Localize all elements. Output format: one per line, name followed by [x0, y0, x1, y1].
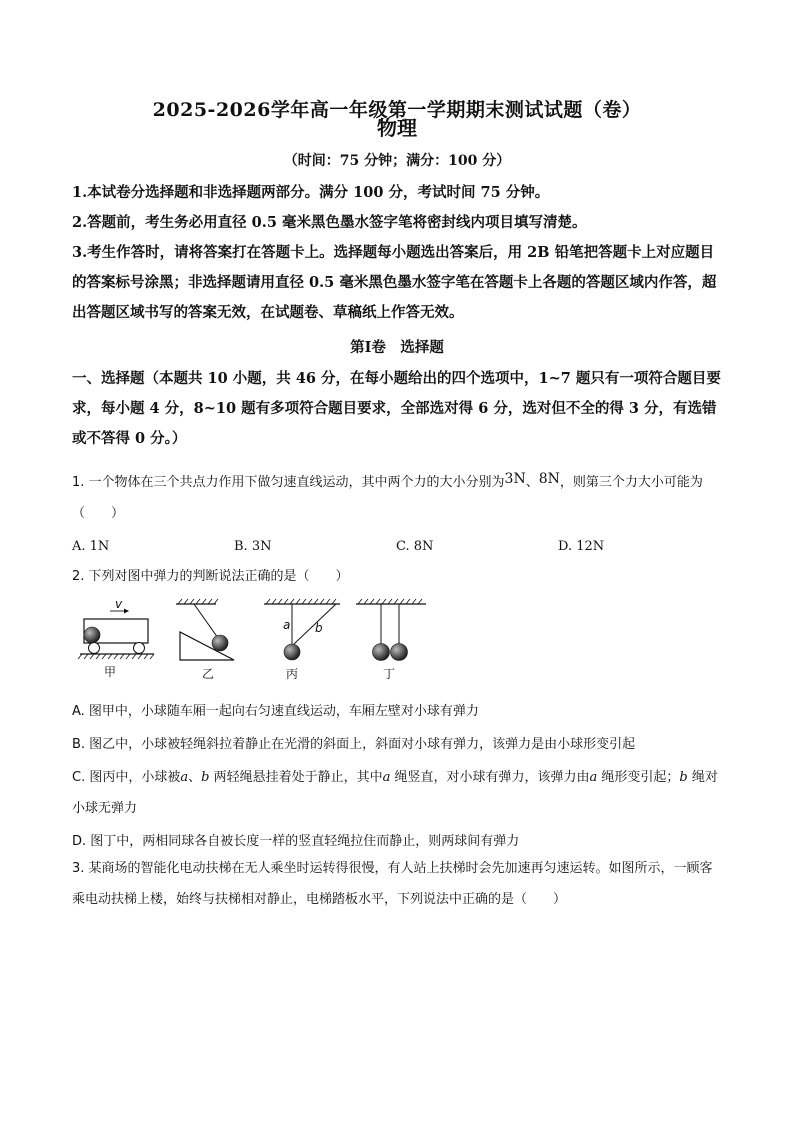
- q2-option-c[interactable]: [72, 762, 722, 824]
- figure-jia: [78, 597, 154, 679]
- section-intro: 一、选择题（本题共 10 小题，共 46 分，在每小题给出的四个选项中，1~7 题只有一项符合题目要求，每小题 4 分，8~10 题有多项符合题目要求，全部选对得 6 分，选对但不全的得 3 分，有选错或不答得 0 分。）: [72, 370, 721, 447]
- q1-option-a[interactable]: A. 1N: [72, 539, 110, 554]
- question-2-stem: 2. 下列对图中弹力的判断说法正确的是（ ）: [72, 569, 349, 584]
- figures-svg: [72, 598, 432, 682]
- q2-option-a[interactable]: A. 图甲中，小球随车厢一起向右匀速直线运动，车厢左壁对小球有弹力: [72, 704, 479, 719]
- q1-stem-part-a: 1. 一个物体在三个共点力作用下做匀速直线运动，其中两个力的大小分别为: [72, 475, 505, 490]
- q2-option-d[interactable]: D. 图丁中，两相同球各自被长度一样的竖直轻绳拉住而静止，则两球间有弹力: [72, 834, 520, 849]
- q2-c-text-5: 绳形变引起；: [597, 770, 680, 785]
- question-1: [72, 464, 722, 562]
- question-1-options: [72, 531, 722, 562]
- q1-option-d[interactable]: D. 12N: [558, 539, 605, 554]
- figure-jia-label: 甲: [104, 665, 117, 679]
- section-heading: 第Ⅰ卷 选择题: [350, 339, 444, 356]
- q2-c-rope-a: a: [180, 770, 189, 785]
- question-2-figures: [72, 598, 432, 682]
- q2-c-text-6: 绳对小球无弹力: [72, 770, 718, 816]
- time-score-info: （时间：75 分钟；满分：100 分）: [283, 153, 511, 169]
- q1-separator: 、: [525, 475, 539, 490]
- q2-c-rope-a3: a: [589, 770, 598, 785]
- q2-c-rope-a2: a: [382, 770, 391, 785]
- question-3-stem: 3. 某商场的智能化电动扶梯在无人乘坐时运转得很慢，有人站上扶梯时会先加速再匀速运转。如图所示，一顾客乘电动扶梯上楼，始终与扶梯相对静止，电梯踏板水平，下列说法中正确的是（ ）: [72, 861, 713, 907]
- q2-c-rope-b: b: [201, 770, 210, 785]
- instruction-2: 2.答题前，考生务必用直径 0.5 毫米黑色墨水签字笔将密封线内项目填写清楚。: [72, 214, 587, 231]
- figure-bing-label: 丙: [286, 667, 299, 681]
- figure-yi-label: 乙: [202, 667, 215, 681]
- q1-stem-part-b: ，则第三个力大小可能为（ ）: [72, 475, 703, 521]
- figure-ding: [356, 599, 426, 681]
- figure-ding-label: 丁: [383, 667, 396, 681]
- exam-title: 2025-2026学年高一年级第一学期期末测试试题（卷）: [152, 99, 642, 121]
- velocity-label: v: [115, 597, 123, 611]
- q2-c-text-4: 绳竖直，对小球有弹力，该弹力由: [390, 770, 590, 785]
- figure-yi: [176, 599, 234, 681]
- q2-c-text-2: 、: [188, 770, 202, 785]
- instruction-3: 3.考生作答时，请将答案打在答题卡上。选择题每小题选出答案后，用 2B 铅笔把答题卡上对应题目的答案标号涂黑；非选择题请用直径 0.5 毫米黑色墨水签字笔在答题卡上各题的答题区域内作答，超出答题区域书写的答案无效，在试题卷、草稿纸上作答无效。: [72, 244, 717, 321]
- figure-bing: [264, 599, 340, 681]
- q1-option-b[interactable]: B. 3N: [234, 539, 272, 554]
- subject-title: 物理: [377, 116, 417, 140]
- q1-option-c[interactable]: C. 8N: [396, 539, 434, 554]
- question-1-stem: [72, 464, 722, 529]
- instruction-1: 1.本试卷分选择题和非选择题两部分。满分 100 分，考试时间 75 分钟。: [72, 184, 550, 201]
- q2-option-b[interactable]: B. 图乙中，小球被轻绳斜拉着静止在光滑的斜面上，斜面对小球有弹力，该弹力是由小球形变引起: [72, 737, 636, 752]
- q2-c-text-1: C. 图丙中，小球被: [72, 770, 181, 785]
- exam-instructions: [72, 178, 722, 328]
- q2-c-rope-b2: b: [679, 770, 688, 785]
- q1-force-2: 8N: [538, 471, 560, 487]
- question-3: [72, 853, 722, 915]
- q1-force-1: 3N: [504, 471, 526, 487]
- rope-a-label: a: [283, 618, 291, 632]
- q2-c-text-3: 两轻绳悬挂着处于静止，其中: [209, 770, 383, 785]
- question-2-stem-block: [72, 561, 722, 592]
- rope-b-label: b: [315, 621, 323, 635]
- question-2-options: [72, 696, 722, 857]
